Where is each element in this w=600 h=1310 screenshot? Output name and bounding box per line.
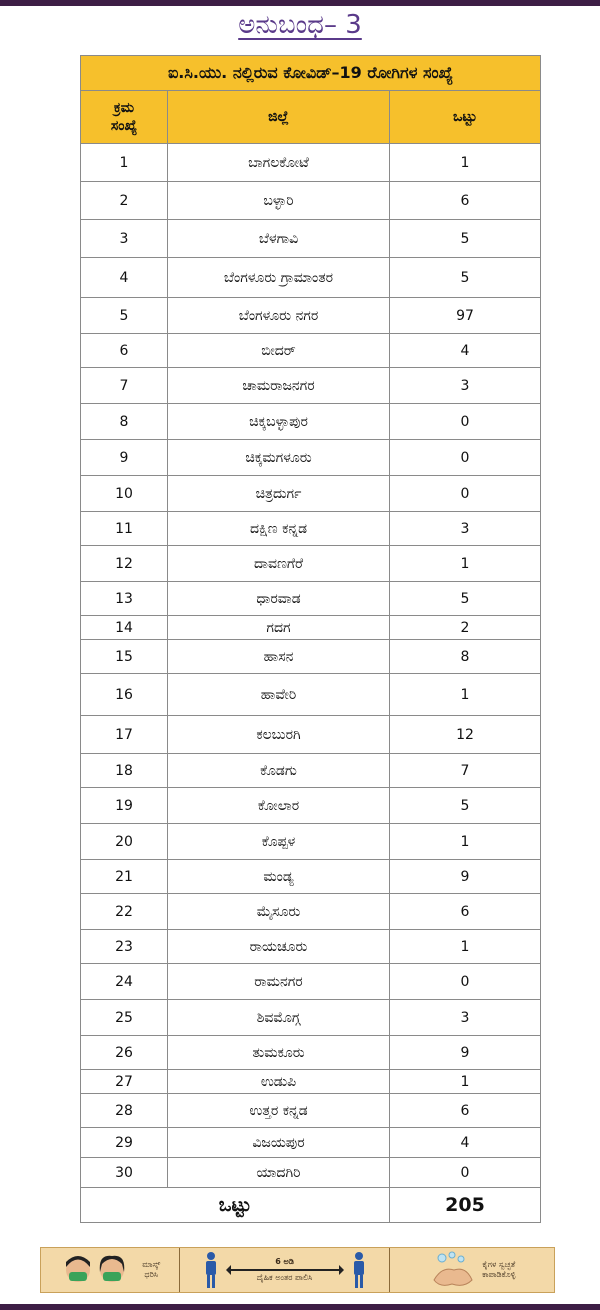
serial-number-cell: 11 bbox=[81, 512, 168, 546]
district-cell: ಶಿವಮೊಗ್ಗ bbox=[168, 1000, 390, 1036]
serial-number-cell: 14 bbox=[81, 616, 168, 640]
value-cell: 12 bbox=[390, 716, 541, 754]
district-cell: ಕೊಡಗು bbox=[168, 754, 390, 788]
table-header-row bbox=[81, 91, 541, 144]
value-cell: 7 bbox=[390, 754, 541, 788]
district-cell: ಹಾವೇರಿ bbox=[168, 674, 390, 716]
table-row bbox=[81, 582, 541, 616]
district-cell: ಚಿಕ್ಕಬಳ್ಳಾಪುರ bbox=[168, 404, 390, 440]
hand-text-line2: ಕಾಪಾಡಿಕೊಳ್ಳಿ bbox=[482, 1270, 516, 1279]
header-district: ಜಿಲ್ಲೆ bbox=[168, 91, 390, 144]
table-row bbox=[81, 404, 541, 440]
mask-faces-icon bbox=[60, 1250, 138, 1290]
value-cell: 6 bbox=[390, 182, 541, 220]
double-arrow-icon bbox=[230, 1269, 340, 1271]
serial-number-cell: 8 bbox=[81, 404, 168, 440]
distance-value: 6 ಅಡಿ bbox=[275, 1257, 294, 1266]
district-cell: ಚಿಕ್ಕಮಗಳೂರು bbox=[168, 440, 390, 476]
district-cell: ಹಾಸನ bbox=[168, 640, 390, 674]
value-cell: 4 bbox=[390, 1128, 541, 1158]
serial-number-cell: 24 bbox=[81, 964, 168, 1000]
serial-number-cell: 1 bbox=[81, 144, 168, 182]
table-row bbox=[81, 258, 541, 298]
district-cell: ಗದಗ bbox=[168, 616, 390, 640]
serial-number-cell: 7 bbox=[81, 368, 168, 404]
table-row bbox=[81, 824, 541, 860]
serial-number-cell: 17 bbox=[81, 716, 168, 754]
serial-number-cell: 18 bbox=[81, 754, 168, 788]
district-cell: ಬೆಂಗಳೂರು ಗ್ರಾಮಾಂತರ bbox=[168, 258, 390, 298]
district-cell: ಚಿತ್ರದುರ್ಗ bbox=[168, 476, 390, 512]
header-total: ಒಟ್ಟು bbox=[390, 91, 541, 144]
safety-banner bbox=[40, 1247, 555, 1293]
person-right-icon bbox=[350, 1251, 368, 1289]
hand-wash-icon bbox=[428, 1250, 476, 1290]
hand-text-line1: ಕೈಗಳ ಸ್ವಚ್ಛತೆ bbox=[482, 1260, 516, 1269]
district-cell: ರಾಮನಗರ bbox=[168, 964, 390, 1000]
top-border bbox=[0, 0, 600, 6]
table-row bbox=[81, 1070, 541, 1094]
district-cell: ತುಮಕೂರು bbox=[168, 1036, 390, 1070]
serial-number-cell: 15 bbox=[81, 640, 168, 674]
district-cell: ಉತ್ತರ ಕನ್ನಡ bbox=[168, 1094, 390, 1128]
table-row bbox=[81, 512, 541, 546]
value-cell: 5 bbox=[390, 258, 541, 298]
district-cell: ಬೆಂಗಳೂರು ನಗರ bbox=[168, 298, 390, 334]
district-cell: ಚಾಮರಾಜನಗರ bbox=[168, 368, 390, 404]
table-row bbox=[81, 144, 541, 182]
value-cell: 4 bbox=[390, 334, 541, 368]
district-cell: ದಾವಣಗೆರೆ bbox=[168, 546, 390, 582]
value-cell: 8 bbox=[390, 640, 541, 674]
page-title: ಅನುಬಂಧ– 3 bbox=[238, 10, 362, 40]
table-row bbox=[81, 788, 541, 824]
total-label: ಒಟ್ಟು bbox=[81, 1188, 390, 1223]
district-cell: ಬಾಗಲಕೋಟೆ bbox=[168, 144, 390, 182]
value-cell: 9 bbox=[390, 860, 541, 894]
value-cell: 1 bbox=[390, 1070, 541, 1094]
table-row bbox=[81, 964, 541, 1000]
table-total-row bbox=[81, 1188, 541, 1223]
serial-number-cell: 13 bbox=[81, 582, 168, 616]
value-cell: 0 bbox=[390, 1158, 541, 1188]
header-serial-number bbox=[81, 91, 168, 144]
header-serial-line1: ಕ್ರಮ bbox=[113, 100, 135, 116]
value-cell: 5 bbox=[390, 788, 541, 824]
table-row bbox=[81, 298, 541, 334]
serial-number-cell: 6 bbox=[81, 334, 168, 368]
serial-number-cell: 16 bbox=[81, 674, 168, 716]
table-row bbox=[81, 1036, 541, 1070]
district-cell: ಯಾದಗಿರಿ bbox=[168, 1158, 390, 1188]
table-row bbox=[81, 930, 541, 964]
district-cell: ಕೊಪ್ಪಳ bbox=[168, 824, 390, 860]
value-cell: 0 bbox=[390, 964, 541, 1000]
table-body bbox=[81, 144, 541, 1188]
table-row bbox=[81, 754, 541, 788]
value-cell: 1 bbox=[390, 144, 541, 182]
value-cell: 1 bbox=[390, 546, 541, 582]
serial-number-cell: 26 bbox=[81, 1036, 168, 1070]
district-cell: ಮೈಸೂರು bbox=[168, 894, 390, 930]
serial-number-cell: 4 bbox=[81, 258, 168, 298]
mask-text-line2: ಧರಿಸಿ bbox=[144, 1270, 159, 1279]
value-cell: 6 bbox=[390, 894, 541, 930]
table-row bbox=[81, 894, 541, 930]
value-cell: 5 bbox=[390, 582, 541, 616]
value-cell: 3 bbox=[390, 512, 541, 546]
serial-number-cell: 10 bbox=[81, 476, 168, 512]
district-cell: ರಾಯಚೂರು bbox=[168, 930, 390, 964]
serial-number-cell: 25 bbox=[81, 1000, 168, 1036]
value-cell: 6 bbox=[390, 1094, 541, 1128]
table-row bbox=[81, 220, 541, 258]
table-row bbox=[81, 368, 541, 404]
table-row bbox=[81, 616, 541, 640]
table-row bbox=[81, 546, 541, 582]
table-row bbox=[81, 1094, 541, 1128]
distance-section bbox=[180, 1248, 389, 1292]
header-serial-line2: ಸಂಖ್ಯೆ bbox=[110, 118, 138, 134]
serial-number-cell: 22 bbox=[81, 894, 168, 930]
value-cell: 1 bbox=[390, 824, 541, 860]
serial-number-cell: 28 bbox=[81, 1094, 168, 1128]
value-cell: 5 bbox=[390, 220, 541, 258]
serial-number-cell: 29 bbox=[81, 1128, 168, 1158]
icu-cases-table bbox=[80, 55, 541, 1223]
table-row bbox=[81, 440, 541, 476]
value-cell: 0 bbox=[390, 440, 541, 476]
table-row bbox=[81, 1000, 541, 1036]
serial-number-cell: 19 bbox=[81, 788, 168, 824]
person-left-icon bbox=[202, 1251, 220, 1289]
table-caption: ಐ.ಸಿ.ಯು. ನಲ್ಲಿರುವ ಕೋವಿಡ್–19 ರೋಗಿಗಳ ಸಂಖ್ಯೆ bbox=[81, 56, 541, 91]
value-cell: 0 bbox=[390, 404, 541, 440]
district-cell: ಧಾರವಾಡ bbox=[168, 582, 390, 616]
serial-number-cell: 5 bbox=[81, 298, 168, 334]
value-cell: 0 bbox=[390, 476, 541, 512]
distance-text: ದೈಹಿಕ ಅಂತರ ಪಾಲಿಸಿ bbox=[256, 1273, 313, 1282]
table-row bbox=[81, 640, 541, 674]
value-cell: 9 bbox=[390, 1036, 541, 1070]
mask-text-line1: ಮಾಸ್ಕ್ bbox=[142, 1260, 161, 1269]
value-cell: 1 bbox=[390, 674, 541, 716]
value-cell: 3 bbox=[390, 1000, 541, 1036]
district-cell: ಬೀದರ್ bbox=[168, 334, 390, 368]
serial-number-cell: 12 bbox=[81, 546, 168, 582]
table-row bbox=[81, 334, 541, 368]
district-cell: ಕಲಬುರಗಿ bbox=[168, 716, 390, 754]
serial-number-cell: 20 bbox=[81, 824, 168, 860]
district-cell: ಮಂಡ್ಯ bbox=[168, 860, 390, 894]
mask-section bbox=[41, 1248, 180, 1292]
table-row bbox=[81, 1158, 541, 1188]
serial-number-cell: 21 bbox=[81, 860, 168, 894]
hand-wash-section bbox=[390, 1248, 554, 1292]
value-cell: 3 bbox=[390, 368, 541, 404]
table-row bbox=[81, 1128, 541, 1158]
table-row bbox=[81, 716, 541, 754]
value-cell: 2 bbox=[390, 616, 541, 640]
district-cell: ಕೋಲಾರ bbox=[168, 788, 390, 824]
table-caption-row bbox=[81, 56, 541, 91]
value-cell: 97 bbox=[390, 298, 541, 334]
serial-number-cell: 3 bbox=[81, 220, 168, 258]
table-row bbox=[81, 182, 541, 220]
district-cell: ಬೆಳಗಾವಿ bbox=[168, 220, 390, 258]
table-row bbox=[81, 476, 541, 512]
district-cell: ದಕ್ಷಿಣ ಕನ್ನಡ bbox=[168, 512, 390, 546]
table-row bbox=[81, 674, 541, 716]
district-cell: ಬಳ್ಳಾರಿ bbox=[168, 182, 390, 220]
district-cell: ವಿಜಯಪುರ bbox=[168, 1128, 390, 1158]
serial-number-cell: 30 bbox=[81, 1158, 168, 1188]
district-cell: ಉಡುಪಿ bbox=[168, 1070, 390, 1094]
serial-number-cell: 9 bbox=[81, 440, 168, 476]
table-row bbox=[81, 860, 541, 894]
bottom-border bbox=[0, 1304, 600, 1310]
serial-number-cell: 27 bbox=[81, 1070, 168, 1094]
value-cell: 1 bbox=[390, 930, 541, 964]
serial-number-cell: 2 bbox=[81, 182, 168, 220]
serial-number-cell: 23 bbox=[81, 930, 168, 964]
total-value: 205 bbox=[390, 1188, 541, 1223]
